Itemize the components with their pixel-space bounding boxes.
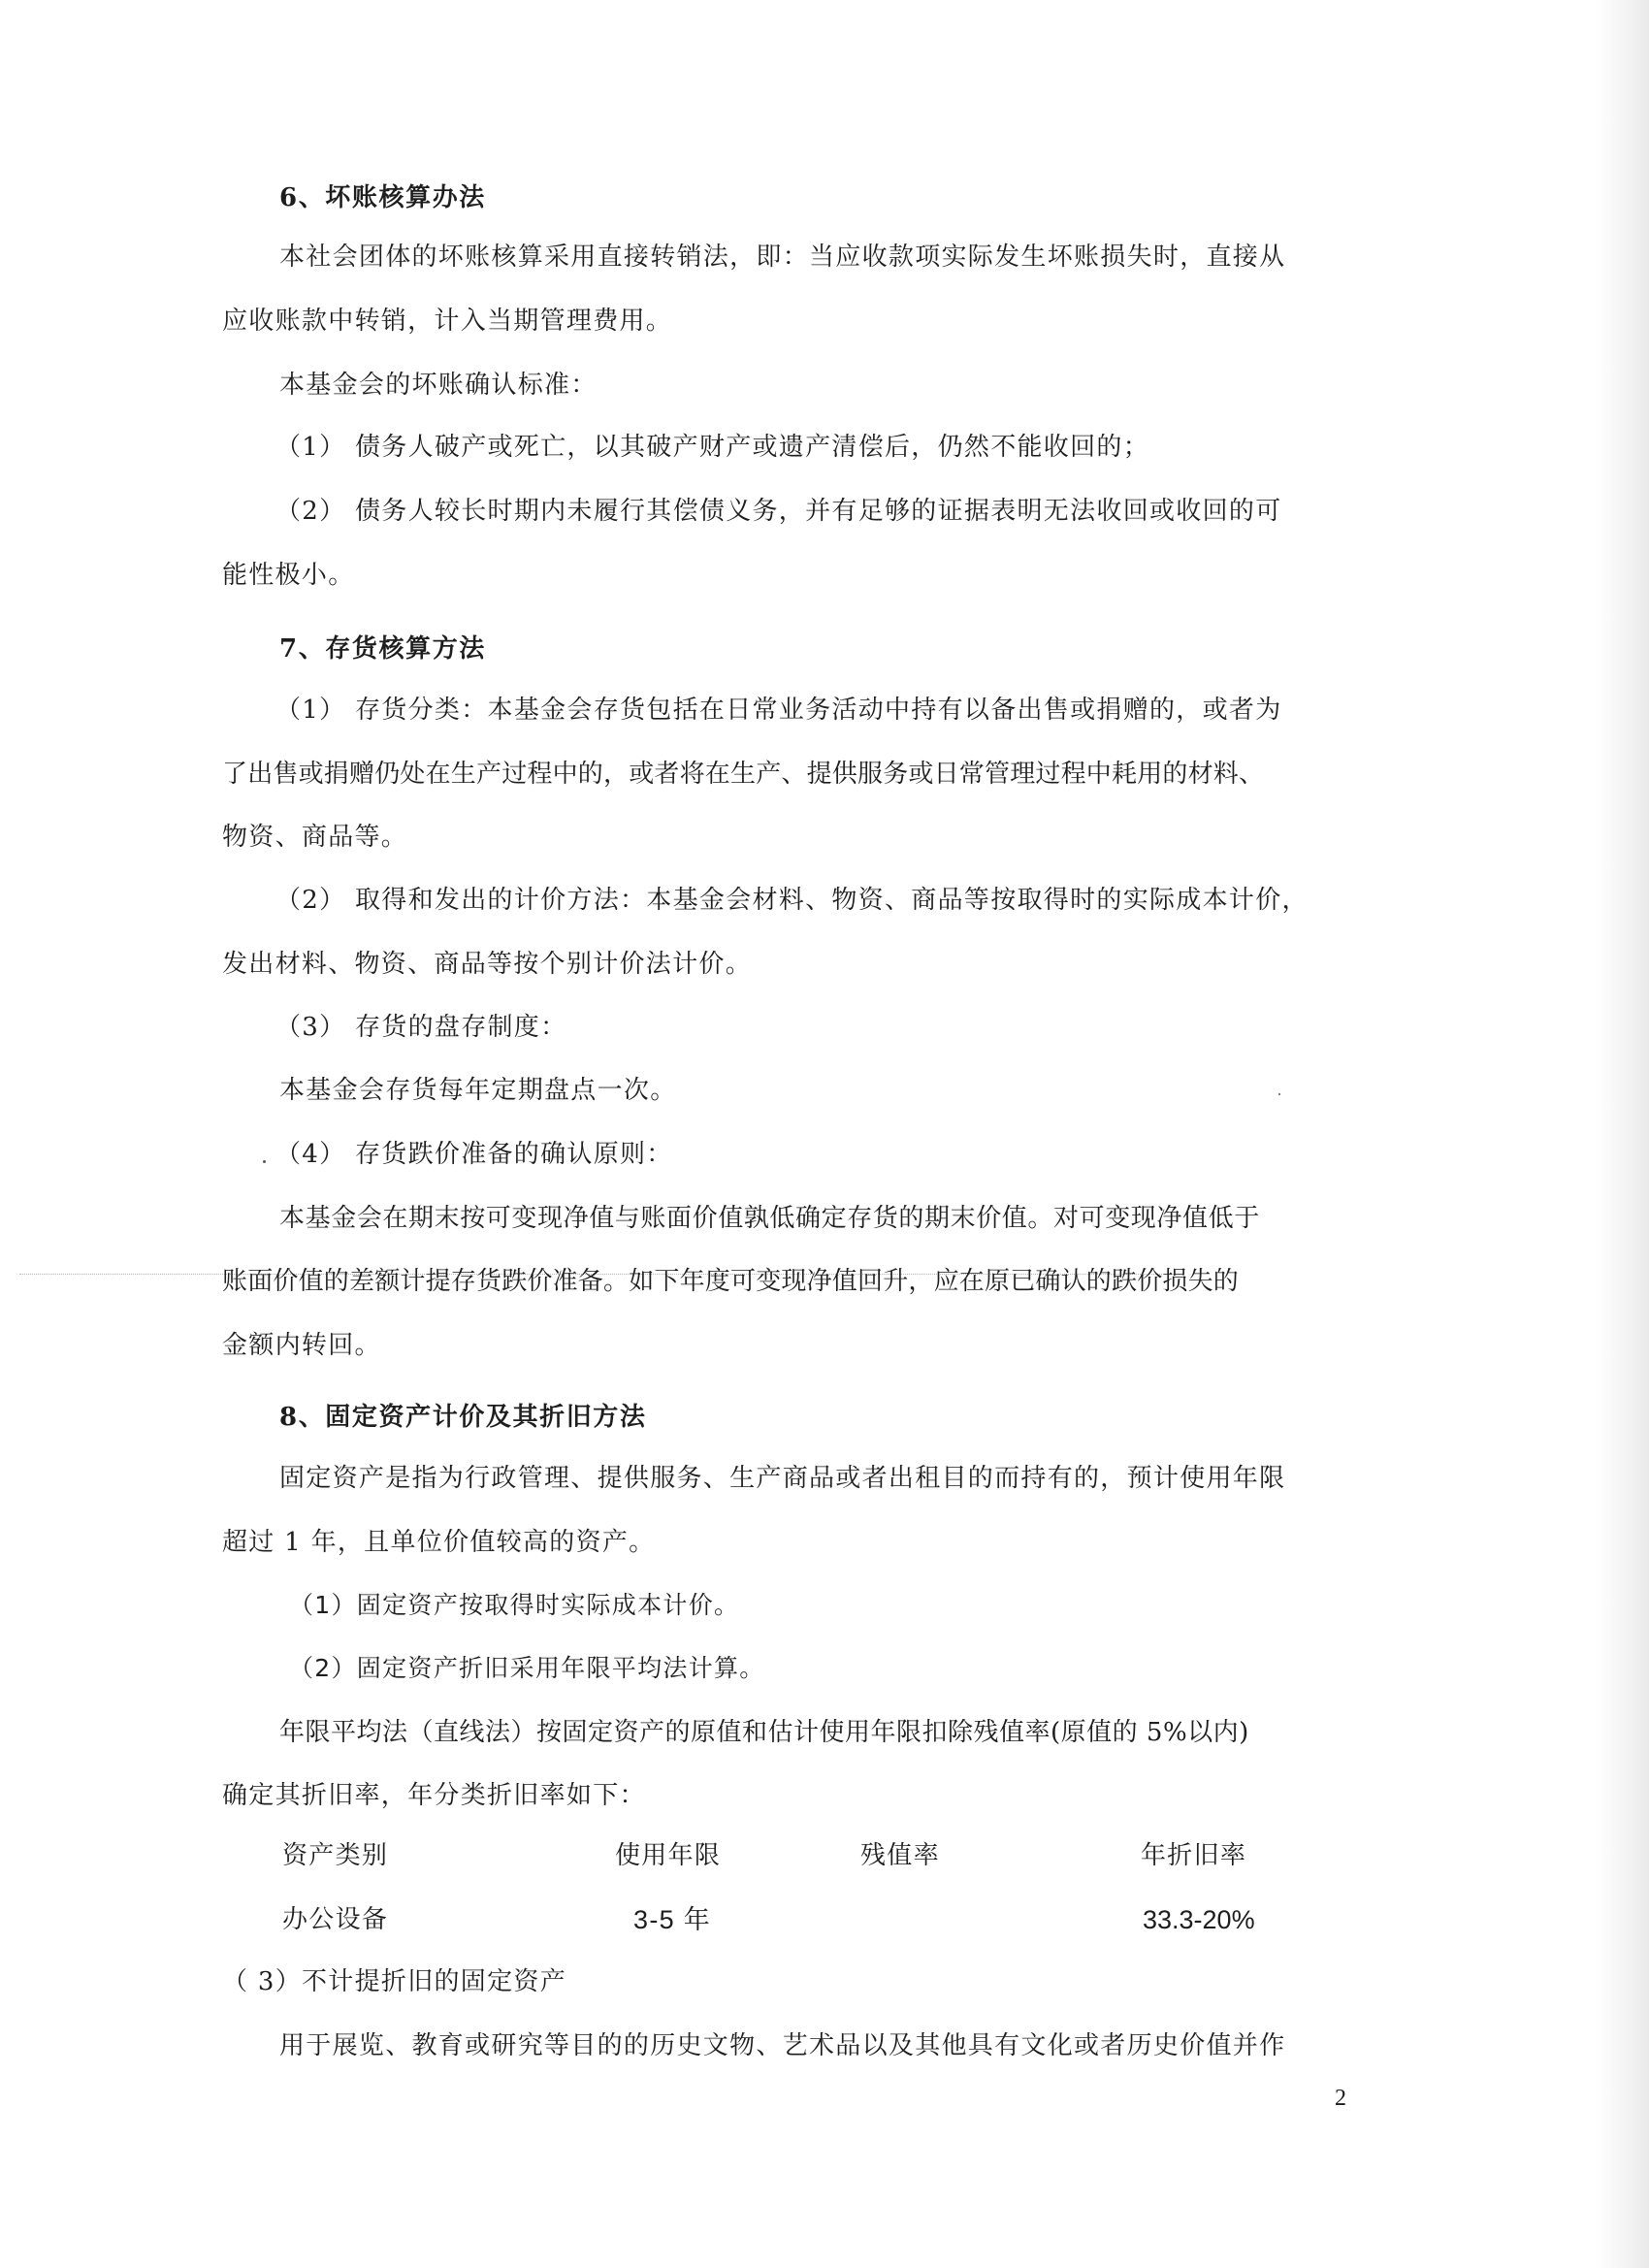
paragraph-line: （ 3）不计提折旧的固定资产 <box>222 1967 567 1996</box>
paragraph-line: （3） 存货的盘存制度： <box>275 1013 567 1042</box>
section-6-heading: 6、坏账核算办法 <box>279 183 486 212</box>
paragraph-line: 本基金会在期末按可变现净值与账面价值孰低确定存货的期末价值。对可变现净值低于 <box>279 1204 1260 1233</box>
table-cell-asset-category: 办公设备 <box>282 1905 389 1934</box>
paragraph-line: 本基金会存货每年定期盘点一次。 <box>279 1076 677 1105</box>
scan-speck <box>263 1160 266 1163</box>
table-header-asset-category: 资产类别 <box>282 1841 389 1870</box>
section-7-heading: 7、存货核算方法 <box>279 634 486 664</box>
paragraph-line: （1） 债务人破产或死亡，以其破产财产或遗产清偿后，仍然不能收回的； <box>275 433 1150 462</box>
paragraph-line: 发出材料、物资、商品等按个别计价法计价。 <box>222 950 753 979</box>
paragraph-line: 用于展览、教育或研究等目的的历史文物、艺术品以及其他具有文化或者历史价值并作 <box>279 2031 1286 2060</box>
paragraph-line: 年限平均法（直线法）按固定资产的原值和估计使用年限扣除残值率(原值的 5%以内) <box>279 1718 1249 1747</box>
paragraph-line: （2） 取得和发出的计价方法：本基金会材料、物资、商品等按取得时的实际成本计价， <box>275 886 1309 915</box>
table-header-residual-rate: 残值率 <box>860 1841 940 1870</box>
paragraph-line: （4） 存货跌价准备的确认原则： <box>275 1140 673 1169</box>
paragraph-line: （1） 存货分类：本基金会存货包括在日常业务活动中持有以备出售或捐赠的，或者为 <box>275 696 1282 725</box>
paragraph-line: （2）固定资产折旧采用年限平均法计算。 <box>289 1654 765 1682</box>
paragraph-line: 应收账款中转销，计入当期管理费用。 <box>222 307 673 336</box>
paragraph-line: 固定资产是指为行政管理、提供服务、生产商品或者出租目的而持有的，预计使用年限 <box>279 1464 1286 1493</box>
scan-edge-shadow <box>1596 0 1649 2268</box>
paragraph-line: （1）固定资产按取得时实际成本计价。 <box>289 1591 740 1619</box>
table-header-annual-rate: 年折旧率 <box>1141 1841 1247 1870</box>
scan-speck <box>1278 1093 1280 1095</box>
section-8-heading: 8、固定资产计价及其折旧方法 <box>279 1403 647 1432</box>
paragraph-line: 账面价值的差额计提存货跌价准备。如下年度可变现净值回升，应在原已确认的跌价损失的 <box>222 1267 1240 1296</box>
paragraph-line: 本基金会的坏账确认标准： <box>279 371 598 400</box>
table-cell-useful-life: 3-5 年 <box>633 1905 712 1934</box>
paragraph-line: 物资、商品等。 <box>222 823 408 852</box>
paragraph-line: 本社会团体的坏账核算采用直接转销法，即：当应收款项实际发生坏账损失时，直接从 <box>279 243 1286 272</box>
table-header-useful-life: 使用年限 <box>615 1841 722 1870</box>
paragraph-line: 确定其折旧率，年分类折旧率如下： <box>222 1781 646 1810</box>
table-cell-annual-rate: 33.3-20% <box>1143 1905 1255 1934</box>
paragraph-line: 金额内转回。 <box>222 1331 381 1360</box>
paragraph-line: 超过 1 年，且单位价值较高的资产。 <box>222 1528 656 1557</box>
paragraph-line: 了出售或捐赠仍处在生产过程中的，或者将在生产、提供服务或日常管理过程中耗用的材料、 <box>222 760 1265 789</box>
page-number: 2 <box>1335 2086 1346 2111</box>
paragraph-line: 能性极小。 <box>222 561 355 590</box>
paragraph-line: （2） 债务人较长时期内未履行其偿债义务，并有足够的证据表明无法收回或收回的可 <box>275 497 1282 526</box>
